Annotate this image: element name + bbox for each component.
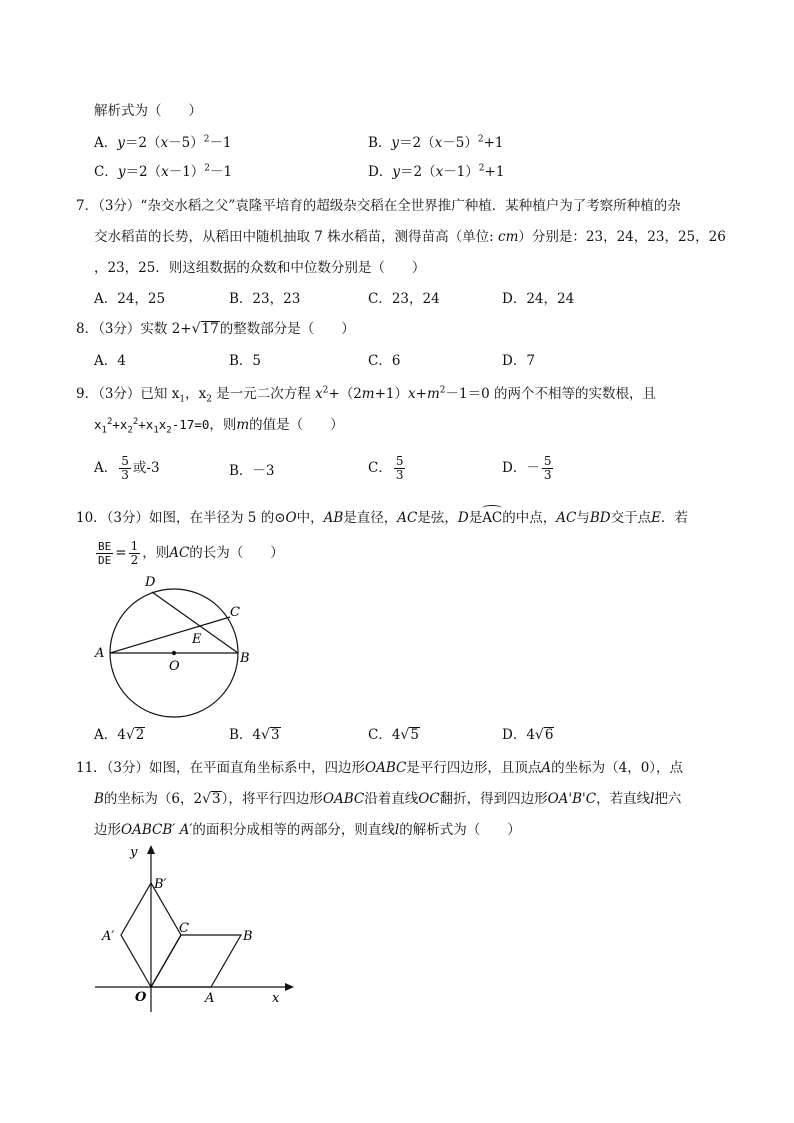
q8-option-a: A．4 <box>94 353 126 369</box>
q10-t2: 是直径， <box>343 510 398 526</box>
q11-line2b: ），将平行四边形 <box>221 791 323 807</box>
q10-label-a: A <box>95 646 105 661</box>
q10-option-d: D．4 √ 6 <box>502 727 554 743</box>
q11-line3 <box>94 821 521 839</box>
q10-AC-3: AC <box>169 545 190 561</box>
q7-option-a: A．24，25 <box>94 291 166 307</box>
q11-line2a: 的坐标为（6，2 <box>103 791 203 807</box>
q10-option-b-rad: 3 <box>270 727 280 743</box>
q10-center-dot <box>172 651 176 655</box>
q10-t3: 是弦， <box>417 510 458 526</box>
q11-line2f: 把六 <box>654 791 682 807</box>
q10-AC: AC <box>397 510 418 526</box>
q10-t10: 的长为（ ） <box>189 545 284 561</box>
q11-hexagon: OABCB′ A′ <box>121 822 193 838</box>
q10-half-num: 1 <box>130 539 139 553</box>
q7-option-d: D．24，24 <box>502 291 575 307</box>
q10-t7: 交于点 <box>610 510 652 526</box>
q11-coordinate-figure <box>90 840 300 1015</box>
q9-var-m: m <box>236 417 250 433</box>
q10-option-c-label: C．4 <box>368 727 401 743</box>
q10-option-a-rad: 2 <box>135 727 145 743</box>
q8-option-b: B．5 <box>229 353 262 369</box>
q11-parallelogram-oabc <box>151 935 241 987</box>
q11-label-o: O <box>135 990 147 1005</box>
q11-y-arrow <box>147 845 155 854</box>
q10-option-a-label: A．4 <box>94 727 126 743</box>
q8-suffix: 的整数部分是（ ） <box>219 321 355 337</box>
q6-option-c-label: C． <box>94 164 118 180</box>
q11-label-c: C <box>179 921 189 936</box>
q10-t9: ，则 <box>142 545 170 561</box>
q10-label-b: B <box>240 651 250 666</box>
q10-prefix: 10．（3分）如图，在半径为 5 的⊙ <box>76 510 286 526</box>
q9-option-c-label: C． <box>368 460 392 476</box>
q7-unit: cm <box>498 229 519 245</box>
q8-option-d: D．7 <box>502 353 535 369</box>
q6-option-c: C．$y=2(x-1)^2-1$ <box>94 163 233 180</box>
q10-option-c: C．4 √ 5 <box>368 727 419 743</box>
q11-x-arrow <box>285 983 294 991</box>
q11-line-oc <box>151 935 181 987</box>
q10-t4: 是 <box>468 510 483 526</box>
q10-t6: 与 <box>576 510 590 526</box>
q9-option-d-frac: $\frac{5}{3}$ <box>543 454 552 482</box>
q10-label-e: E <box>192 632 202 647</box>
q11-line3a: 边形 <box>94 822 121 838</box>
q6-option-b: B．$y=2(x-5)^2+1$ <box>368 134 504 151</box>
q9-equation: $x^2+(2m+1)x+m^2-1=0$ <box>315 385 490 402</box>
q9-condition-tail: ，则 <box>209 417 237 433</box>
q11-label-y: y <box>130 845 138 860</box>
q6-option-b-label: B． <box>368 135 392 151</box>
q9-prefix: 9．（3分）已知 x <box>76 386 180 402</box>
q9-option-c-frac: $\frac{5}{3}$ <box>395 454 404 482</box>
q11-line2d: 翻折，得到四边形 <box>439 791 548 807</box>
q10-option-d-rad: 6 <box>544 727 554 743</box>
q10-circle-figure <box>90 570 260 720</box>
q10-t1: 中， <box>296 510 324 526</box>
q10-t5: 的中点， <box>502 510 557 526</box>
q10-option-a: A．4 √ 2 <box>94 727 145 743</box>
q10-option-b-label: B．4 <box>229 727 262 743</box>
q8-option-c: C．6 <box>368 353 401 369</box>
q6-option-a-label: A． <box>94 135 118 151</box>
q9-condition: $x_1^2+x_2^2+x_1x_2-17=0$ <box>94 416 210 436</box>
q10-D: D <box>457 510 469 526</box>
q7-line2 <box>94 228 726 246</box>
q11-rad: 3 <box>212 791 221 807</box>
q10-option-d-label: D．4 <box>502 727 535 743</box>
q9-line2 <box>94 416 344 434</box>
q11-label-a: A <box>205 991 215 1006</box>
q9-option-d-label: D．－ <box>502 460 540 476</box>
q10-t8: ．若 <box>660 510 688 526</box>
q10-frac-num: BE <box>98 540 112 553</box>
q11-oabc-folded: OA'B'C <box>547 791 597 807</box>
q9-option-b: B．－3 <box>229 463 275 479</box>
q9-option-c <box>368 455 407 482</box>
q11-l: l <box>650 791 655 807</box>
q10-frac-den: DE <box>98 554 112 567</box>
q7-line3: ，23，25．则这组数据的众数和中位数分别是（ ） <box>94 260 426 276</box>
q11-l-2: l <box>394 822 400 838</box>
q6-option-d-label: D． <box>368 164 393 180</box>
q9-option-a-label: A． <box>94 460 118 476</box>
q10-AB: AB <box>323 510 344 526</box>
q11-line1c: 的坐标为（4，0），点 <box>551 760 684 776</box>
q9-equation-tail: 的两个不相等的实数根，且 <box>493 386 656 402</box>
q11-line1a: 11．（3分）如图，在平面直角坐标系中，四边形 <box>76 760 366 776</box>
q10-option-b: B．4 √ 3 <box>229 727 280 743</box>
q6-option-a: A．$y=2(x-5)^2-1$ <box>94 134 232 151</box>
q11-oabc: OABC <box>365 760 407 776</box>
q9-line1: 9．（3分）已知 $x_1$，$x_2$ 是一元二次方程 $x^2+(2m+1)x+m^2-1=0$ 的两个不相等的实数根，且 <box>76 385 656 405</box>
q10-line1 <box>76 505 688 527</box>
q9-option-d <box>502 455 555 482</box>
q10-arc-ac: AC <box>482 505 502 527</box>
q10-label-o: O <box>169 659 180 674</box>
q10-ratio-frac <box>96 540 113 567</box>
q11-label-x: x <box>272 991 280 1006</box>
q11-line1b: 是平行四边形，且顶点 <box>406 760 542 776</box>
q11-line2c: 沿着直线 <box>364 791 419 807</box>
q10-label-c: C <box>230 605 240 620</box>
q11-line3c: 的解析式为（ ） <box>399 822 521 838</box>
q9-option-a-tail: 或-3 <box>132 460 160 476</box>
q7-line2-text: 交水稻苗的长势，从稻田中随机抽取 7 株水稻苗，测得苗高（单位: <box>94 229 494 245</box>
q10-half-frac <box>129 540 141 567</box>
q9-end: 的值是（ ） <box>249 417 344 433</box>
q11-line3b: 的面积分成相等的两部分，则直线 <box>192 822 395 838</box>
q7-option-c: C．23，24 <box>368 291 440 307</box>
q10-E: E <box>651 510 661 526</box>
q11-label-b: B <box>243 929 253 944</box>
q10-O: O <box>285 510 297 526</box>
q9-mid: ，x <box>185 386 207 402</box>
q8-radicand: 17 <box>201 321 219 337</box>
q9-text2: 是一元二次方程 <box>216 386 311 402</box>
q11-label-a-prime: A′ <box>102 929 115 944</box>
q10-line2: $\frac{BE}{DE}$ = $\frac{1}{2}$ ，则AC的长为（ ） <box>98 539 284 567</box>
q6-stem-tail: 解析式为（ ） <box>94 103 202 119</box>
q11-b: B <box>94 791 104 807</box>
q9-option-a <box>94 455 160 482</box>
q11-line2e: ，若直线 <box>596 791 651 807</box>
q8-sqrt: √ 17 <box>191 321 219 337</box>
q11-oc: OC <box>418 791 440 807</box>
q10-label-d: D <box>145 575 156 590</box>
q11-line2: B的坐标为（6，2 √ 3 ），将平行四边形OABC沿着直线OC翻折，得到四边形OA'B'C，若直线l把六 <box>94 791 682 807</box>
q7-option-b: B．23，23 <box>229 291 301 307</box>
q11-a: A <box>541 760 552 776</box>
q11-oabc-2: OABC <box>322 791 365 807</box>
q8-prefix: 8．（3分）实数 2+ <box>76 321 192 337</box>
q11-label-b-prime: B′ <box>154 877 167 892</box>
q9-option-a-frac: $\frac{5}{3}$ <box>121 454 129 482</box>
q10-option-c-rad: 5 <box>410 727 419 743</box>
q10-BD: BD <box>589 510 611 526</box>
q7-line2-tail: ）分别是：23，24，23，25，26 <box>518 229 726 245</box>
q8-stem <box>76 320 355 338</box>
q11-line1 <box>76 759 683 777</box>
q6-option-d: D．$y=2(x-1)^2+1$ <box>368 163 505 180</box>
q10-half-den: 2 <box>130 553 139 567</box>
q10-AC-2: AC <box>556 510 577 526</box>
q7-line1: 7．（3分）“杂交水稻之父”袁隆平培育的超级杂交稻在全世界推广种植．某种植户为了考察所种植的杂 <box>76 198 681 214</box>
